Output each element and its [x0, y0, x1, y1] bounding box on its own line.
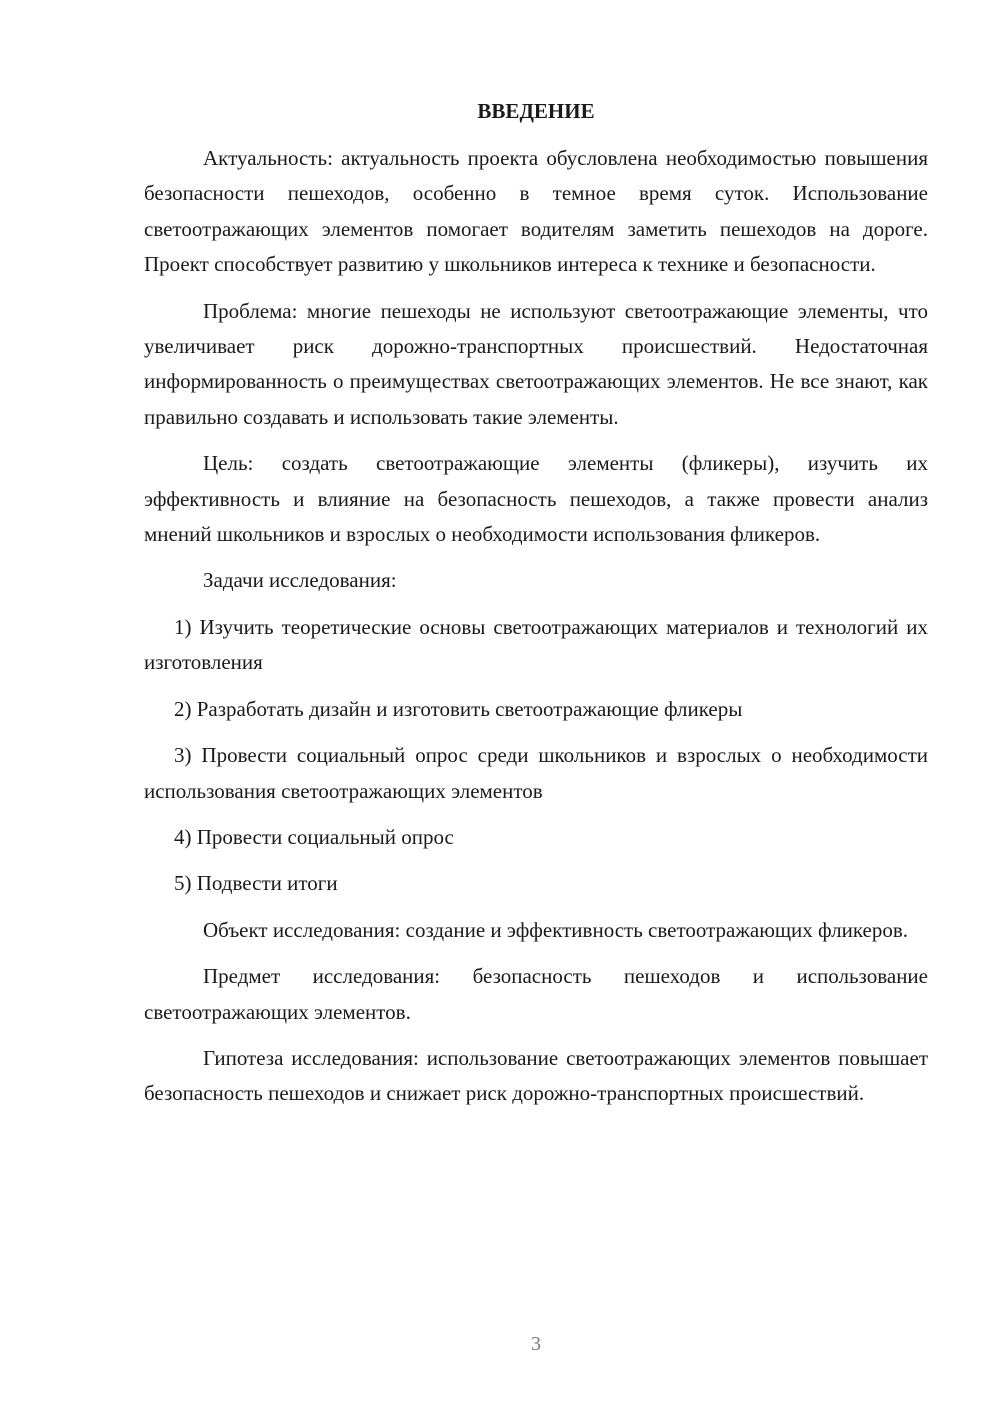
relevance-paragraph: Актуальность: актуальность проекта обусловлена необходимостью повышения безопасности пешеходов, особенно в темное время суток. Использование светоотражающих элементов помогает водителям заметить пешеходов на дороге. Проект способствует развитию у школьников интереса к технике и безопасности.	[144, 146, 928, 277]
page-title: ВВЕДЕНИЕ	[477, 99, 595, 123]
goal-paragraph: Цель: создать светоотражающие элементы (фликеры), изучить их эффективность и влияние на безопасность пешеходов, а также провести анализ мнений школьников и взрослых о необходимости использования фликеров.	[144, 451, 928, 547]
object-paragraph: Объект исследования: создание и эффективность светоотражающих фликеров.	[203, 917, 909, 942]
task-item: 4) Провести социальный опрос	[174, 824, 454, 849]
task-item: 3) Провести социальный опрос среди школьников и взрослых о необходимости использования светоотражающих элементов	[144, 743, 928, 803]
document-body	[144, 141, 928, 1123]
problem-paragraph: Проблема: многие пешеходы не используют светоотражающие элементы, что увеличивает риск дорожно-транспортных происшествий. Недостаточная информированность о преимуществах светоотражающих элементов. Не все знают, как правильно создавать и использовать такие элементы.	[144, 298, 928, 429]
task-item: 2) Разработать дизайн и изготовить светоотражающие фликеры	[174, 696, 743, 721]
task-item: 1) Изучить теоретические основы светоотражающих материалов и технологий их изготовления	[144, 614, 928, 675]
subject-paragraph: Предмет исследования: безопасность пешеходов и использование светоотражающих элементов.	[144, 964, 928, 1024]
task-item: 5) Подвести итоги	[174, 871, 338, 896]
tasks-heading: Задачи исследования:	[203, 568, 397, 593]
page-number: 3	[531, 1333, 541, 1355]
hypothesis-paragraph: Гипотеза исследования: использование светоотражающих элементов повышает безопасность пешеходов и снижает риск дорожно-транспортных происшествий.	[144, 1045, 928, 1106]
